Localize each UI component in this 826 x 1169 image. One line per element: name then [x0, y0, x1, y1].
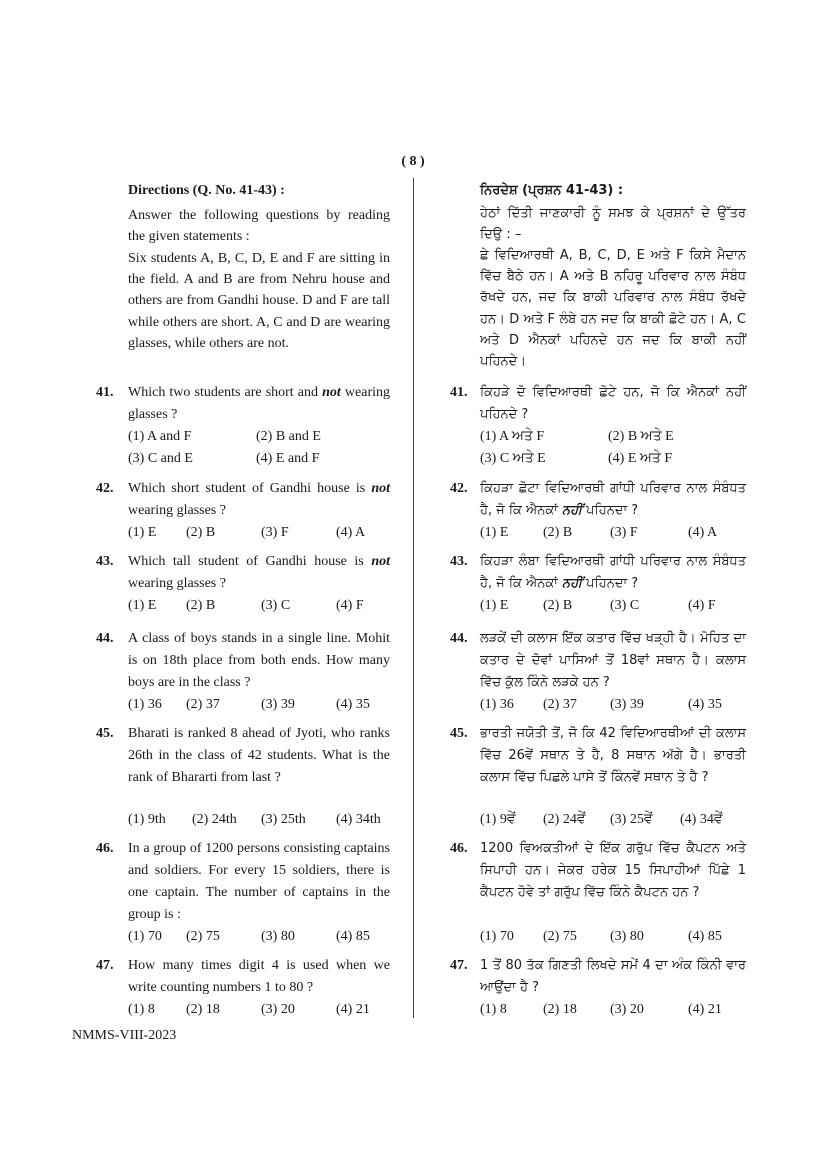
option-4: (4) E ਅਤੇ F [608, 451, 673, 466]
question-text: ਕਿਹੜਾ ਛੋਟਾ ਵਿਦਿਆਰਥੀ ਗਾਂਧੀ ਪਰਿਵਾਰ ਨਾਲ ਸੰਬੰਧਤ ਹੈ, ਜੋ ਕਿ ਐਨਕਾਂ ਨਹੀਂ ਪਹਿਨਦਾ ? [480, 481, 746, 518]
question-text: Which two students are short and not wearing glasses ? [128, 385, 391, 422]
option-4: (4) 85 [688, 929, 722, 944]
option-1: (1) 8 [128, 1002, 155, 1017]
directions-title: ਨਿਰਦੇਸ਼ (ਪ੍ਰਸ਼ਨ 41-43) : [480, 183, 624, 198]
column-divider [413, 178, 414, 1018]
option-1: (1) 9ਵੇਂ [480, 812, 516, 827]
option-2: (2) 37 [543, 697, 577, 712]
question-text: Which short student of Gandhi house is not wearing glasses ? [128, 481, 390, 518]
question-number: 42. [450, 481, 468, 496]
option-4: (4) 34th [336, 812, 381, 827]
option-4: (4) 35 [688, 697, 722, 712]
question-number: 47. [450, 958, 468, 973]
option-2: (2) B [543, 598, 573, 613]
option-1: (1) 36 [480, 697, 514, 712]
directions-body: Six students A, B, C, D, E and F are sitting in the field. A and B are from Nehru house and others are from Gandhi house. D and F are tall while others are short. A, C and D are wearing glasses, while others are not. [128, 251, 390, 351]
option-1: (1) E [480, 598, 509, 613]
question-text: Bharati is ranked 8 ahead of Jyoti, who ranks 26th in the class of 42 students. What is the rank of Bhararti from last ? [128, 726, 390, 785]
question-number: 47. [96, 958, 114, 973]
directions-body: ਛੇ ਵਿਦਿਆਰਥੀ A, B, C, D, E ਅਤੇ F ਕਿਸੇ ਮੈਦਾਨ ਵਿੱਚ ਬੈਠੇ ਹਨ। A ਅਤੇ B ਨਹਿਰੂ ਪਰਿਵਾਰ ਨਾਲ ਸੰਬੰਧ ਰੱਖਦੇ ਹਨ, ਜਦ ਕਿ ਬਾਕੀ ਪਰਿਵਾਰ ਨਾਲ ਸੰਬੰਧ ਰੱਖਦੇ ਹਨ। D ਅਤੇ F ਲੰਬੇ ਹਨ ਜਦ ਕਿ ਬਾਕੀ ਛੋਟੇ ਹਨ। A, C ਅਤੇ D ਐਨਕਾਂ ਪਹਿਨਦੇ ਹਨ ਜਦ ਕਿ ਬਾਕੀ ਨਹੀਂ ਪਹਿਨਦੇ। [480, 248, 746, 370]
footer-code: NMMS-VIII-2023 [72, 1028, 177, 1043]
question-number: 43. [450, 554, 468, 569]
question-text: ਲੜਕੇਂ ਦੀ ਕਲਾਸ ਇੱਕ ਕਤਾਰ ਵਿੱਚ ਖੜ੍ਹੀ ਹੈ। ਮੋਹਿਤ ਦਾ ਕਤਾਰ ਦੇ ਦੋਵਾਂ ਪਾਸਿਆਂ ਤੋਂ 18ਵਾਂ ਸਥਾਨ ਹੈ। ਕਲਾਸ ਵਿੱਚ ਕੁੱਲ ਕਿੰਨੇ ਲੜਕੇ ਹਨ ? [480, 631, 746, 690]
option-3: (3) 25th [261, 812, 306, 827]
option-1: (1) E [480, 525, 509, 540]
option-2: (2) B ਅਤੇ E [608, 429, 674, 444]
option-1: (1) A ਅਤੇ F [480, 429, 545, 444]
question-text: How many times digit 4 is used when we write counting numbers 1 to 80 ? [128, 958, 390, 995]
option-3: (3) 80 [610, 929, 644, 944]
option-3: (3) 39 [261, 697, 295, 712]
option-3: (3) C and E [128, 451, 193, 466]
question-number: 42. [96, 481, 114, 496]
option-2: (2) B and E [256, 429, 321, 444]
option-1: (1) 9th [128, 812, 166, 827]
page-number: ( 8 ) [401, 154, 425, 169]
option-4: (4) F [336, 598, 364, 613]
question-number: 46. [450, 841, 468, 856]
option-3: (3) 80 [261, 929, 295, 944]
question-number: 45. [450, 726, 468, 741]
option-1: (1) A and F [128, 429, 192, 444]
question-text: Which tall student of Gandhi house is not wearing glasses ? [128, 554, 390, 591]
question-text: ਭਾਰਤੀ ਜਯੋਤੀ ਤੋਂ, ਜੋ ਕਿ 42 ਵਿਦਿਆਰਥੀਆਂ ਦੀ ਕਲਾਸ ਵਿੱਚ 26ਵੇਂ ਸਥਾਨ ਤੇ ਹੈ, 8 ਸਥਾਨ ਅੱਗੇ ਹੈ। ਭਾਰਤੀ ਕਲਾਸ ਵਿੱਚ ਪਿਛਲੇ ਪਾਸੇ ਤੋਂ ਕਿੰਨਵੇਂ ਸਥਾਨ ਤੇ ਹੈ ? [480, 726, 746, 785]
option-4: (4) 21 [688, 1002, 722, 1017]
option-3: (3) 20 [610, 1002, 644, 1017]
option-1: (1) 8 [480, 1002, 507, 1017]
option-3: (3) F [610, 525, 638, 540]
question-text: 1 ਤੋਂ 80 ਤੱਕ ਗਿਣਤੀ ਲਿਖਦੇ ਸਮੇਂ 4 ਦਾ ਅੰਕ ਕਿੰਨੀ ਵਾਰ ਆਉਂਦਾ ਹੈ ? [480, 958, 746, 995]
question-number: 44. [96, 631, 114, 646]
question-text: 1200 ਵਿਅਕਤੀਆਂ ਦੇ ਇੱਕ ਗਰੁੱਪ ਵਿੱਚ ਕੈਪਟਨ ਅਤੇ ਸਿਪਾਹੀ ਹਨ। ਜੇਕਰ ਹਰੇਕ 15 ਸਿਪਾਹੀਆਂ ਪਿੱਛੇ 1 ਕੈਪਟਨ ਹੋਵੇ ਤਾਂ ਗਰੁੱਪ ਵਿੱਚ ਕਿੰਨੇ ਕੈਪਟਨ ਹਨ ? [480, 841, 746, 900]
option-2: (2) 24th [192, 812, 237, 827]
option-2: (2) 18 [186, 1002, 220, 1017]
option-2: (2) 24ਵੇਂ [543, 812, 586, 827]
question-text: ਕਿਹੜੇ ਦੋ ਵਿਦਿਆਰਥੀ ਛੋਟੇ ਹਨ, ਜੋ ਕਿ ਐਨਕਾਂ ਨਹੀਂ ਪਹਿਨਦੇ ? [480, 385, 746, 422]
option-3: (3) F [261, 525, 289, 540]
option-4: (4) 85 [336, 929, 370, 944]
option-2: (2) 37 [186, 697, 220, 712]
option-4: (4) E and F [256, 451, 320, 466]
question-text: ਕਿਹੜਾ ਲੰਬਾ ਵਿਦਿਆਰਥੀ ਗਾਂਧੀ ਪਰਿਵਾਰ ਨਾਲ ਸੰਬੰਧਤ ਹੈ, ਜੋ ਕਿ ਐਨਕਾਂ ਨਹੀਂ ਪਹਿਨਦਾ ? [480, 554, 746, 591]
option-1: (1) 70 [480, 929, 514, 944]
option-2: (2) B [186, 598, 216, 613]
option-2: (2) 75 [543, 929, 577, 944]
option-3: (3) 39 [610, 697, 644, 712]
directions-intro: ਹੇਠਾਂ ਦਿੱਤੀ ਜਾਣਕਾਰੀ ਨੂੰ ਸਮਝ ਕੇ ਪ੍ਰਸ਼ਨਾਂ ਦੇ ਉੱਤਰ ਦਿਉ : – [480, 206, 746, 243]
question-number: 46. [96, 841, 114, 856]
option-4: (4) A [336, 525, 366, 540]
option-1: (1) 36 [128, 697, 162, 712]
option-3: (3) C [610, 598, 640, 613]
option-3: (3) 25ਵੇਂ [610, 812, 653, 827]
option-2: (2) B [186, 525, 216, 540]
question-text: A class of boys stands in a single line. Mohit is on 18th place from both ends. How many boys are in the class ? [128, 631, 390, 690]
directions-intro: Answer the following questions by reading the given statements : [128, 208, 390, 245]
question-number: 44. [450, 631, 468, 646]
option-2: (2) B [543, 525, 573, 540]
option-4: (4) 34ਵੇਂ [680, 812, 723, 827]
option-3: (3) C ਅਤੇ E [480, 451, 546, 466]
question-number: 43. [96, 554, 114, 569]
question-number: 45. [96, 726, 114, 741]
option-1: (1) 70 [128, 929, 162, 944]
option-4: (4) F [688, 598, 716, 613]
option-2: (2) 18 [543, 1002, 577, 1017]
directions-title: Directions (Q. No. 41-43) : [128, 183, 285, 198]
question-number: 41. [96, 385, 114, 400]
option-4: (4) A [688, 525, 718, 540]
option-3: (3) C [261, 598, 291, 613]
option-4: (4) 35 [336, 697, 370, 712]
option-4: (4) 21 [336, 1002, 370, 1017]
option-2: (2) 75 [186, 929, 220, 944]
option-3: (3) 20 [261, 1002, 295, 1017]
question-number: 41. [450, 385, 468, 400]
option-1: (1) E [128, 525, 157, 540]
option-1: (1) E [128, 598, 157, 613]
question-text: In a group of 1200 persons consisting captains and soldiers. For every 15 soldiers, there is one captain. The number of captains in the group is : [128, 841, 390, 922]
